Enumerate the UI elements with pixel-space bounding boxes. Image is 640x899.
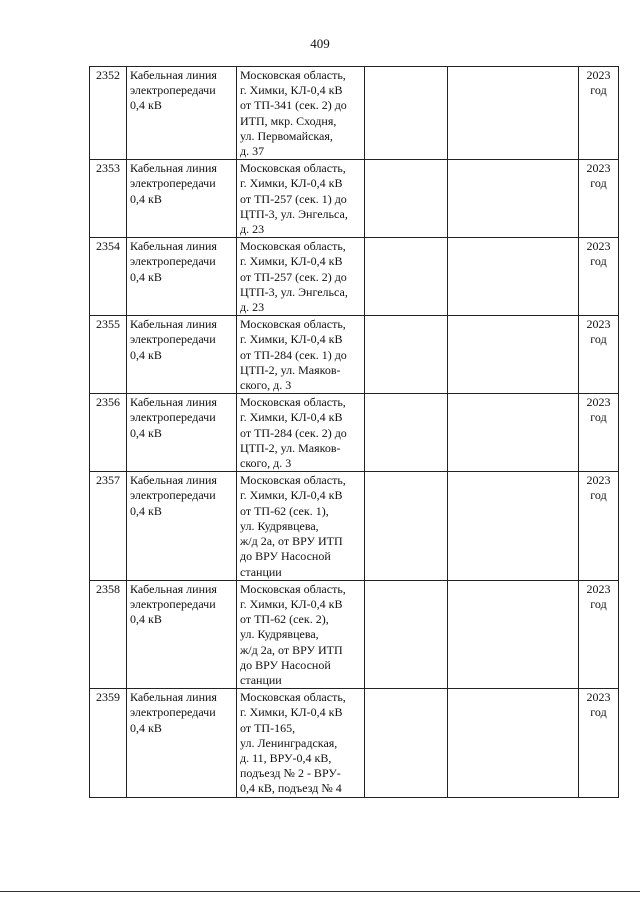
year-unit: год <box>590 83 607 98</box>
address-cell <box>237 160 365 238</box>
object-name-line: электропередачи <box>130 254 216 269</box>
row-number-cell <box>90 67 127 160</box>
row-number-cell <box>90 472 127 580</box>
table-row <box>90 67 619 160</box>
row-number: 2352 <box>96 68 120 82</box>
object-name-line: Кабельная линия <box>130 68 217 82</box>
empty-cell <box>365 67 448 160</box>
row-number: 2355 <box>96 317 120 332</box>
row-number: 2359 <box>96 690 120 705</box>
address-line: г. Химки, КЛ-0,4 кВ <box>240 254 343 269</box>
address-cell <box>237 316 365 394</box>
year-unit: год <box>590 596 607 611</box>
empty-cell <box>448 238 579 316</box>
empty-cell <box>448 580 579 688</box>
object-name-line: электропередачи <box>130 332 216 347</box>
empty-cell <box>365 580 448 688</box>
year-value: 2023 <box>586 68 611 82</box>
address-cell <box>237 689 365 797</box>
address-line: д. 11, ВРУ-0,4 кВ, <box>240 750 332 765</box>
address-line: от ТП-284 (сек. 2) до <box>240 425 347 440</box>
address-line: ЦТП-2, ул. Маяков- <box>240 362 341 377</box>
year-cell <box>579 67 619 160</box>
row-number-cell <box>90 160 127 238</box>
table-row <box>90 394 619 472</box>
object-name-cell <box>127 689 237 797</box>
address-line: ЦТП-2, ул. Маяков- <box>240 440 341 455</box>
address-line: ул. Кудрявцева, <box>240 627 319 642</box>
year-cell <box>579 689 619 797</box>
empty-cell <box>365 316 448 394</box>
address-line: Московская область, <box>240 395 346 410</box>
address-line: ж/д 2а, от ВРУ ИТП <box>240 534 343 549</box>
year-unit: год <box>590 332 607 347</box>
row-number-cell <box>90 580 127 688</box>
address-line: от ТП-257 (сек. 2) до <box>240 269 347 284</box>
row-number: 2354 <box>96 239 120 254</box>
object-name-line: Кабельная линия <box>130 317 217 332</box>
row-number: 2353 <box>96 161 120 176</box>
object-name-line: 0,4 кВ <box>130 425 162 440</box>
object-name-line: электропередачи <box>130 596 216 611</box>
object-name-cell <box>127 160 237 238</box>
year-unit: год <box>590 176 607 191</box>
year-value: 2023 <box>586 473 611 488</box>
address-line: до ВРУ Насосной <box>240 549 331 564</box>
address-line: ИТП, мкр. Сходня, <box>240 113 337 128</box>
address-line: ЦТП-3, ул. Энгельса, <box>240 284 348 299</box>
object-name-cell <box>127 472 237 580</box>
address-line: г. Химки, КЛ-0,4 кВ <box>240 596 343 611</box>
object-name-line: 0,4 кВ <box>130 98 162 113</box>
object-name-line: электропередачи <box>130 176 216 191</box>
address-line: д. 37 <box>240 144 265 159</box>
year-unit: год <box>590 410 607 425</box>
address-line: Московская область, <box>240 317 346 332</box>
object-name-line: Кабельная линия <box>130 161 217 176</box>
year-cell <box>579 394 619 472</box>
table-row <box>90 689 619 797</box>
object-name-cell <box>127 316 237 394</box>
address-line: от ТП-165, <box>240 720 296 735</box>
table-row <box>90 580 619 688</box>
address-line: 0,4 кВ, подъезд № 4 <box>240 781 342 796</box>
object-name-line: 0,4 кВ <box>130 347 162 362</box>
empty-cell <box>448 472 579 580</box>
address-line: от ТП-62 (сек. 1), <box>240 503 329 518</box>
table-row <box>90 472 619 580</box>
year-unit: год <box>590 254 607 269</box>
address-line: г. Химки, КЛ-0,4 кВ <box>240 488 343 503</box>
page-bottom-rule <box>0 891 640 892</box>
year-unit: год <box>590 705 607 720</box>
address-line: г. Химки, КЛ-0,4 кВ <box>240 83 343 98</box>
address-line: ЦТП-3, ул. Энгельса, <box>240 206 348 221</box>
row-number: 2357 <box>96 473 120 488</box>
empty-cell <box>365 689 448 797</box>
table-row <box>90 238 619 316</box>
object-name-line: электропередачи <box>130 410 216 425</box>
row-number-cell <box>90 316 127 394</box>
address-line: ж/д 2а, от ВРУ ИТП <box>240 642 343 657</box>
address-cell <box>237 472 365 580</box>
empty-cell <box>448 67 579 160</box>
year-cell <box>579 472 619 580</box>
table-row <box>90 316 619 394</box>
address-line: ского, д. 3 <box>240 378 292 393</box>
row-number: 2356 <box>96 395 120 410</box>
table-row <box>90 160 619 238</box>
object-name-line: Кабельная линия <box>130 395 217 410</box>
page-number: 409 <box>310 36 330 51</box>
object-name-cell <box>127 67 237 160</box>
object-name-line: Кабельная линия <box>130 690 217 705</box>
address-line: станции <box>240 672 282 687</box>
table-body <box>90 67 619 798</box>
address-line: ул. Кудрявцева, <box>240 518 319 533</box>
address-line: Московская область, <box>240 68 346 82</box>
year-cell <box>579 160 619 238</box>
row-number-cell <box>90 394 127 472</box>
empty-cell <box>365 472 448 580</box>
year-unit: год <box>590 488 607 503</box>
row-number-cell <box>90 689 127 797</box>
address-line: станции <box>240 564 282 579</box>
address-line: до ВРУ Насосной <box>240 657 331 672</box>
empty-cell <box>448 160 579 238</box>
address-line: г. Химки, КЛ-0,4 кВ <box>240 332 343 347</box>
object-name-line: 0,4 кВ <box>130 503 162 518</box>
address-line: от ТП-257 (сек. 1) до <box>240 191 347 206</box>
year-value: 2023 <box>586 317 611 332</box>
address-line: ул. Ленинградская, <box>240 735 338 750</box>
address-line: ского, д. 3 <box>240 456 292 471</box>
row-number-cell <box>90 238 127 316</box>
row-number: 2358 <box>96 581 120 596</box>
object-name-cell <box>127 238 237 316</box>
address-cell <box>237 394 365 472</box>
object-name-line: 0,4 кВ <box>130 720 162 735</box>
address-line: ул. Первомайская, <box>240 128 333 143</box>
empty-cell <box>448 316 579 394</box>
empty-cell <box>448 394 579 472</box>
address-line: д. 23 <box>240 222 265 237</box>
object-name-line: 0,4 кВ <box>130 191 162 206</box>
address-line: Московская область, <box>240 239 346 254</box>
address-line: от ТП-62 (сек. 2), <box>240 612 329 627</box>
object-name-line: Кабельная линия <box>130 239 217 254</box>
object-name-line: электропередачи <box>130 488 216 503</box>
year-value: 2023 <box>586 581 611 596</box>
year-value: 2023 <box>586 690 611 705</box>
year-value: 2023 <box>586 239 611 254</box>
object-name-line: 0,4 кВ <box>130 269 162 284</box>
object-name-line: электропередачи <box>130 705 216 720</box>
year-cell <box>579 316 619 394</box>
object-name-line: 0,4 кВ <box>130 612 162 627</box>
empty-cell <box>365 394 448 472</box>
address-line: д. 23 <box>240 300 265 315</box>
address-line: подъезд № 2 - ВРУ- <box>240 766 341 781</box>
object-name-line: Кабельная линия <box>130 473 217 488</box>
address-line: Московская область, <box>240 581 346 596</box>
address-cell <box>237 67 365 160</box>
address-line: от ТП-284 (сек. 1) до <box>240 347 347 362</box>
address-line: Московская область, <box>240 473 346 488</box>
empty-cell <box>365 238 448 316</box>
object-name-cell <box>127 580 237 688</box>
address-cell <box>237 238 365 316</box>
object-name-line: электропередачи <box>130 83 216 98</box>
object-name-cell <box>127 394 237 472</box>
year-cell <box>579 238 619 316</box>
registry-table <box>89 66 619 798</box>
address-cell <box>237 580 365 688</box>
object-name-line: Кабельная линия <box>130 581 217 596</box>
address-line: г. Химки, КЛ-0,4 кВ <box>240 705 343 720</box>
address-line: г. Химки, КЛ-0,4 кВ <box>240 176 343 191</box>
empty-cell <box>365 160 448 238</box>
year-value: 2023 <box>586 161 611 176</box>
year-value: 2023 <box>586 395 611 410</box>
address-line: от ТП-341 (сек. 2) до <box>240 98 347 113</box>
empty-cell <box>448 689 579 797</box>
address-line: Московская область, <box>240 690 346 705</box>
address-line: Московская область, <box>240 161 346 176</box>
year-cell <box>579 580 619 688</box>
address-line: г. Химки, КЛ-0,4 кВ <box>240 410 343 425</box>
